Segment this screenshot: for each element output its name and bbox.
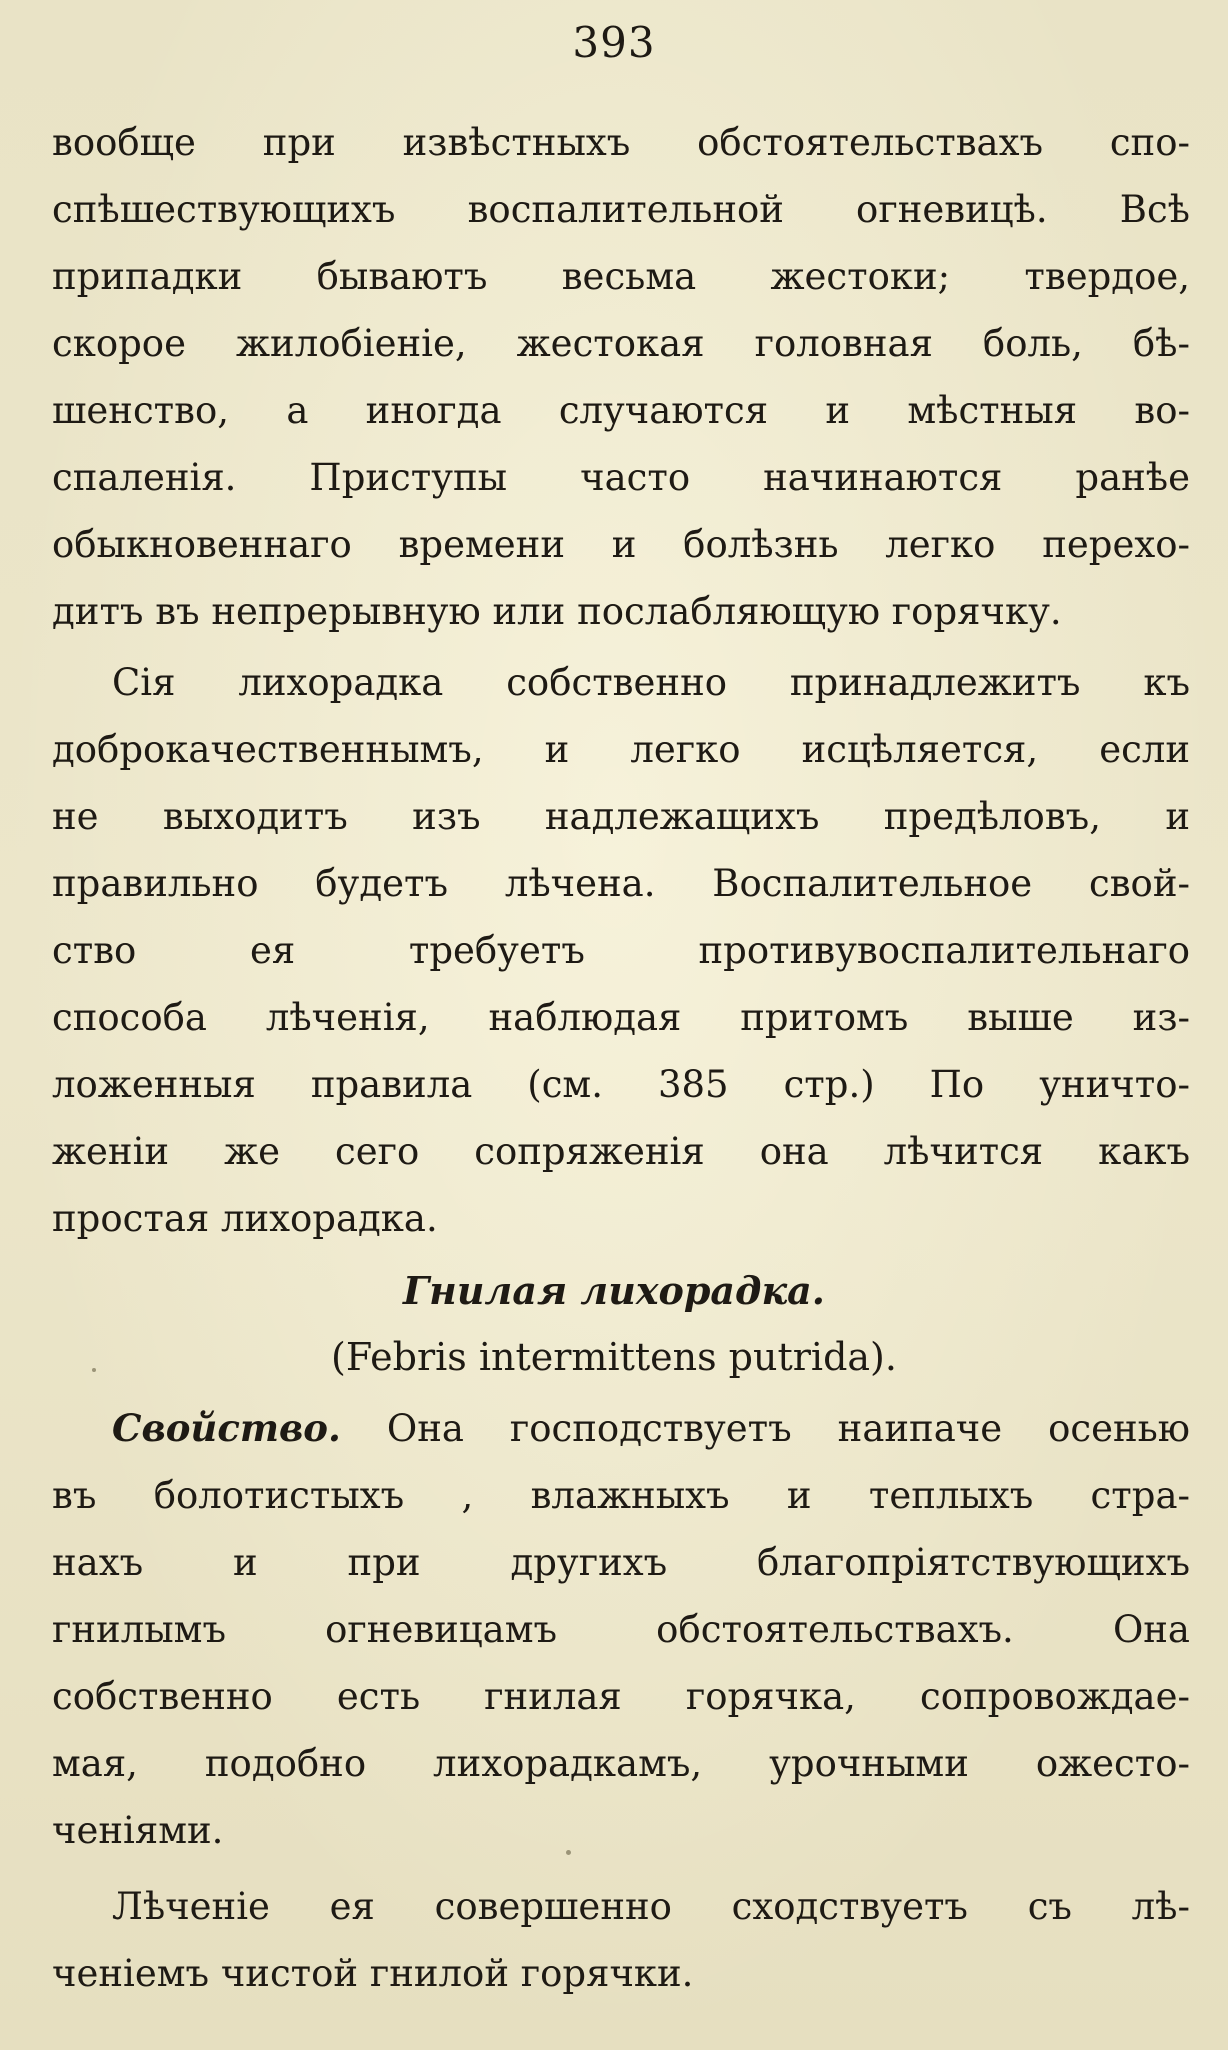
text-line: спѣшествующихъ воспалительной огневицѣ. Всѣ: [52, 188, 1190, 231]
text-line: ложенныя правила (см. 385 стр.) По уничто-: [52, 1063, 1190, 1106]
text-run: Она господствуетъ наипаче осенью: [386, 1407, 1190, 1450]
text-line: вообще при извѣстныхъ обстоятельствахъ спо-: [52, 121, 1190, 164]
text-line: правильно будетъ лѣчена. Воспалительное свой-: [52, 862, 1190, 905]
section-subtitle: (Febris intermittens putrida).: [331, 1335, 897, 1379]
text-line: обыкновеннаго времени и болѣзнь легко перехо-: [52, 523, 1190, 566]
section-title: Гнилая лихорадка.: [402, 1268, 826, 1313]
text-line: мая, подобно лихорадкамъ, урочными ожесто-: [52, 1742, 1190, 1785]
text-line: ченіемъ чистой гнилой горячки.: [52, 1952, 694, 1995]
text-line: въ болотистыхъ , влажныхъ и теплыхъ стра-: [52, 1474, 1190, 1517]
text-line: собственно есть гнилая горячка, сопровождае-: [52, 1675, 1190, 1718]
paper-speck: [92, 1368, 96, 1372]
text-line: ченіями.: [52, 1809, 224, 1852]
text-line: женіи же сего сопряженія она лѣчится какъ: [52, 1130, 1190, 1173]
run-in-heading: Свойство.: [112, 1406, 341, 1450]
text-line: шенство, а иногда случаются и мѣстныя во-: [52, 389, 1190, 432]
text-line: Лѣченіе ея совершенно сходствуетъ съ лѣ-: [112, 1885, 1190, 1928]
page-number: 393: [572, 18, 656, 67]
text-line: спаленія. Приступы часто начинаются ранѣе: [52, 456, 1190, 499]
text-line: простая лихорадка.: [52, 1197, 438, 1240]
text-line: гнилымъ огневицамъ обстоятельствахъ. Она: [52, 1608, 1190, 1651]
text-line: дитъ въ непрерывную или послабляющую горячку.: [52, 590, 1062, 633]
text-line: способа лѣченія, наблюдая притомъ выше из-: [52, 996, 1190, 1039]
text-line: [112, 1406, 1190, 1450]
paper-speck: [566, 1850, 571, 1855]
text-line: доброкачественнымъ, и легко исцѣляется, если: [52, 728, 1190, 771]
text-line: ство ея требуетъ противувоспалительнаго: [52, 929, 1190, 972]
text-line: не выходитъ изъ надлежащихъ предѣловъ, и: [52, 795, 1190, 838]
text-line: припадки бываютъ весьма жестоки; твердое,: [52, 255, 1190, 298]
text-line: нахъ и при другихъ благопріятствующихъ: [52, 1541, 1190, 1584]
text-line: скорое жилобіеніе, жестокая головная боль, бѣ-: [52, 322, 1190, 365]
text-line: Сія лихорадка собственно принадлежитъ къ: [112, 661, 1190, 704]
